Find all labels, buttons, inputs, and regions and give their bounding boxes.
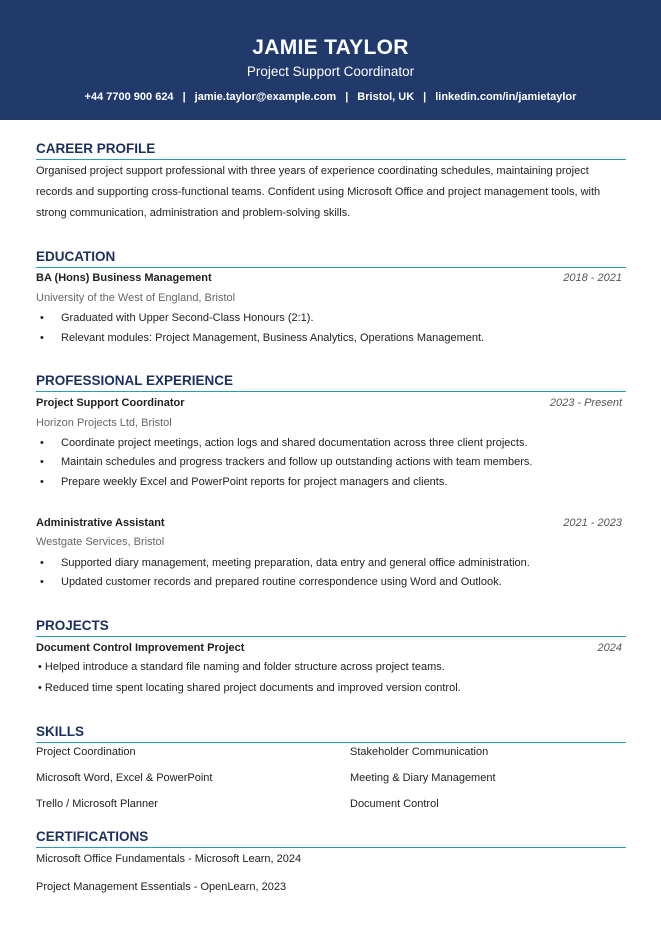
section-title-skills: SKILLS [36, 723, 626, 743]
job-entry [36, 516, 622, 530]
education-dates: 2018 - 2021 [563, 272, 622, 284]
degree: BA (Hons) Business Management [36, 272, 212, 284]
list-item: • Reduced time spent locating shared project documents and improved version control. [38, 682, 461, 694]
job-dates: 2021 - 2023 [563, 517, 622, 529]
separator: | [423, 91, 427, 103]
bullet-icon: • [40, 312, 44, 324]
project-entry [36, 641, 622, 655]
company: Westgate Services, Bristol [36, 536, 165, 548]
skill-item: Meeting & Diary Management [350, 772, 496, 784]
section-title-experience: PROFESSIONAL EXPERIENCE [36, 372, 626, 392]
profile-line: Organised project support professional with three years of experience coordinating schedules, maintaining project [36, 165, 589, 177]
separator: | [182, 91, 186, 103]
profile-line: strong communication, administration and problem-solving skills. [36, 207, 351, 219]
skill-item: Stakeholder Communication [350, 746, 489, 758]
location: Bristol, UK [357, 91, 415, 103]
skill-item: Microsoft Word, Excel & PowerPoint [36, 772, 213, 784]
list-item: • Helped introduce a standard file naming and folder structure across project teams. [38, 661, 445, 673]
job-entry [36, 396, 622, 410]
email-link[interactable]: jamie.taylor@example.com [194, 91, 337, 103]
school: University of the West of England, Bristol [36, 292, 236, 304]
certification-item: Project Management Essentials - OpenLearn, 2023 [36, 881, 287, 893]
job-role: Project Support Coordinator [36, 397, 185, 409]
skill-item: Trello / Microsoft Planner [36, 798, 158, 810]
job-dates: 2023 - Present [549, 397, 622, 409]
linkedin-link[interactable]: linkedin.com/in/jamietaylor [435, 91, 577, 103]
education-entry [36, 271, 622, 285]
resume-header [0, 0, 661, 120]
contact-line [0, 91, 661, 103]
bullet-icon: • [40, 456, 44, 468]
bullet-icon: • [40, 332, 44, 344]
candidate-name: JAMIE TAYLOR [252, 36, 409, 59]
profile-line: records and supporting cross-functional teams. Confident using Microsoft Office and project management tools, with [36, 186, 601, 198]
certification-item: Microsoft Office Fundamentals - Microsoft Learn, 2024 [36, 853, 302, 865]
bullet-icon: • [40, 576, 44, 588]
bullet-icon: • [40, 437, 44, 449]
section-title-profile: CAREER PROFILE [36, 140, 626, 160]
section-title-projects: PROJECTS [36, 617, 626, 637]
project-year: 2024 [597, 642, 622, 654]
skill-item: Project Coordination [36, 746, 136, 758]
candidate-role: Project Support Coordinator [246, 64, 415, 79]
bullet-icon: • [40, 476, 44, 488]
company: Horizon Projects Ltd, Bristol [36, 417, 172, 429]
phone: +44 7700 900 624 [84, 91, 174, 103]
project-name: Document Control Improvement Project [36, 642, 245, 654]
section-title-education: EDUCATION [36, 248, 626, 268]
section-title-certifications: CERTIFICATIONS [36, 828, 626, 848]
bullet-icon: • [40, 557, 44, 569]
skill-item: Document Control [350, 798, 439, 810]
separator: | [345, 91, 349, 103]
profile-text [36, 161, 626, 224]
job-role: Administrative Assistant [36, 517, 165, 529]
